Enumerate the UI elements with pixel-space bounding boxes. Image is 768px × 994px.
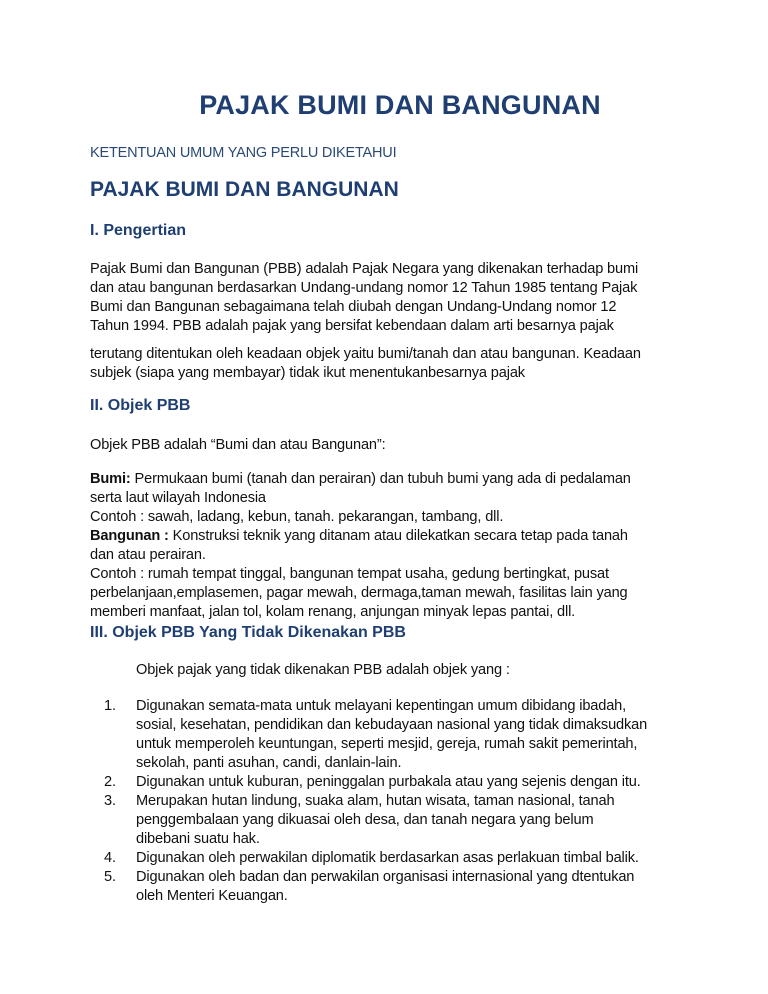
list-item — [90, 773, 700, 792]
bangunan-label: Bangunan : — [90, 528, 169, 544]
bangunan-text: Konstruksi teknik yang ditanam atau dilekatkan secara tetap pada tanah — [168, 528, 628, 544]
objek-pbb-intro: Objek PBB adalah “Bumi dan atau Bangunan”: — [90, 437, 386, 453]
text-line: Digunakan semata-mata untuk melayani kepentingan umum dibidang ibadah, — [136, 698, 627, 714]
list-number: 1. — [104, 698, 116, 714]
text-line: terutang ditentukan oleh keadaan objek yaitu bumi/tanah dan atau bangunan. Keadaan — [90, 346, 641, 362]
text-line: subjek (siapa yang membayar) tidak ikut menentukanbesarnya pajak — [90, 365, 525, 381]
exemption-list — [90, 697, 700, 906]
text-line: Pajak Bumi dan Bangunan (PBB) adalah Pajak Negara yang dikenakan terhadap bumi — [90, 261, 639, 277]
text-line: untuk memperoleh keuntungan, seperti mesjid, gereja, rumah sakit pemerintah, — [136, 736, 638, 752]
text-line: dibebani suatu hak. — [136, 831, 260, 847]
section-heading-pengertian: I. Pengertian — [90, 222, 187, 239]
text-line: penggembalaan yang dikuasai oleh desa, dan tanah negara yang belum — [136, 812, 594, 828]
list-number: 4. — [104, 850, 116, 866]
list-item — [90, 697, 700, 773]
text-line: Merupakan hutan lindung, suaka alam, hutan wisata, taman nasional, tanah — [136, 793, 615, 809]
list-item — [90, 849, 700, 868]
bumi-label: Bumi: — [90, 471, 131, 487]
text-line: Digunakan oleh badan dan perwakilan organisasi internasional yang dtentukan — [136, 869, 635, 885]
document-subtitle: KETENTUAN UMUM YANG PERLU DIKETAHUI — [90, 145, 397, 161]
text-line: sekolah, panti asuhan, candi, danlain-lain. — [136, 755, 402, 771]
bangunan-contoh-line: memberi manfaat, jalan tol, kolam renang, anjungan minyak lepas pantai, dll. — [90, 604, 576, 620]
bangunan-contoh-line: perbelanjaan,emplasemen, pagar mewah, dermaga,taman mewah, fasilitas lain yang — [90, 585, 628, 601]
text-line — [90, 527, 690, 546]
pengertian-paragraph-2 — [90, 345, 690, 383]
list-item — [90, 792, 700, 849]
text-line: serta laut wilayah Indonesia — [90, 490, 266, 506]
pengertian-paragraph-1 — [90, 260, 690, 336]
text-line: dan atau bangunan berdasarkan Undang-undang nomor 12 Tahun 1985 tentang Pajak — [90, 280, 638, 296]
text-line: Bumi dan Bangunan sebagaimana telah diubah dengan Undang-Undang nomor 12 — [90, 299, 617, 315]
text-line: Tahun 1994. PBB adalah pajak yang bersifat kebendaan dalam arti besarnya pajak — [90, 318, 614, 334]
bumi-definition — [90, 470, 690, 622]
list-number: 2. — [104, 774, 116, 790]
list-number: 3. — [104, 793, 116, 809]
text-line — [90, 470, 690, 489]
list-number: 5. — [104, 869, 116, 885]
text-line: Digunakan oleh perwakilan diplomatik berdasarkan asas perlakuan timbal balik. — [136, 850, 639, 866]
section-heading-objek-pbb: II. Objek PBB — [90, 397, 191, 414]
bangunan-contoh-line: Contoh : rumah tempat tinggal, bangunan tempat usaha, gedung bertingkat, pusat — [90, 566, 609, 582]
list-item — [90, 868, 700, 906]
section-heading-tidak-dikenakan: III. Objek PBB Yang Tidak Dikenakan PBB — [90, 624, 406, 641]
text-line: oleh Menteri Keuangan. — [136, 888, 288, 904]
text-line: sosial, kesehatan, pendidikan dan kebudayaan nasional yang tidak dimaksudkan — [136, 717, 648, 733]
bumi-text: Permukaan bumi (tanah dan perairan) dan tubuh bumi yang ada di pedalaman — [130, 471, 631, 487]
bumi-contoh: Contoh : sawah, ladang, kebun, tanah. pekarangan, tambang, dll. — [90, 509, 504, 525]
text-line: dan atau perairan. — [90, 547, 206, 563]
section-heading-main: PAJAK BUMI DAN BANGUNAN — [90, 178, 399, 201]
document-title: PAJAK BUMI DAN BANGUNAN — [199, 90, 601, 120]
tidak-dikenakan-intro: Objek pajak yang tidak dikenakan PBB adalah objek yang : — [136, 662, 510, 678]
text-line: Digunakan untuk kuburan, peninggalan purbakala atau yang sejenis dengan itu. — [136, 774, 641, 790]
